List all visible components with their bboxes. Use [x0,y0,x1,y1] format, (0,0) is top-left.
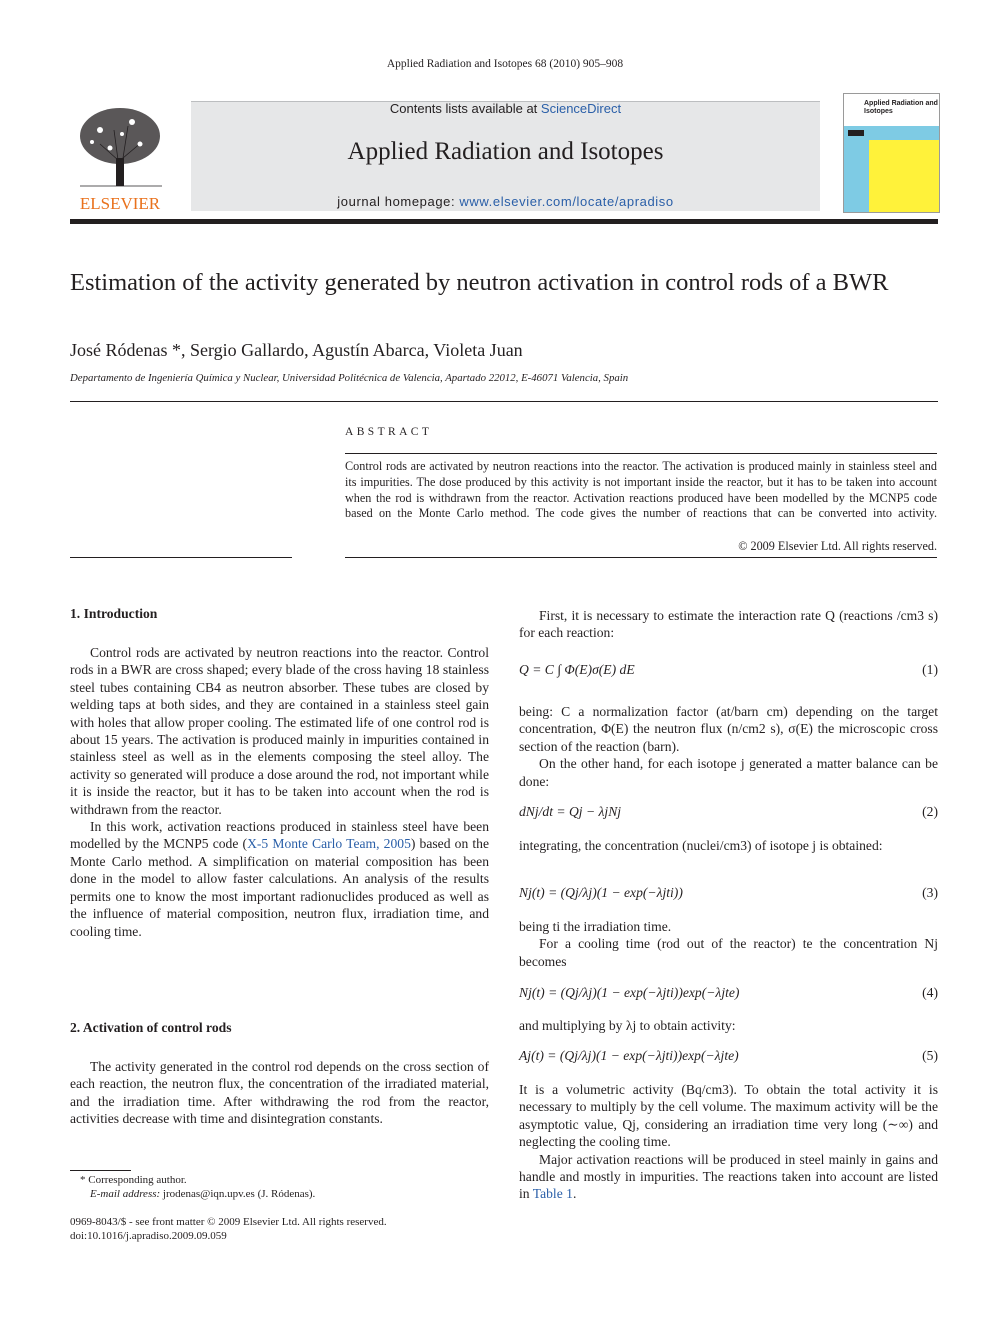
cover-header [844,94,939,126]
activation-p1-text: The activity generated in the control rod depends on the cross section of each reaction, the neutron flux, the concentration of the irradiated material, and the irradiation time. After withdrawing the rod from the reactor, activities decrease with time and disintegration constants. [70,1059,489,1127]
footnote-rule [70,1170,131,1171]
right-paragraph-4 [519,837,938,854]
equation-4 [519,985,938,1001]
journal-title: Applied Radiation and Isotopes [347,138,664,165]
equation-5 [519,1048,938,1064]
right-paragraph-7 [519,1017,938,1034]
publisher-name: ELSEVIER [79,194,161,212]
abstract-top-rule [345,453,937,454]
intro-p2-part-b: ) based on the Monte Carlo method. A simplification on material composition has been done in the model to allow faster calculations. An analysis of the results permits one to know the most important radionuclides produced as well as the influence of material composition, neutron flux, irradiation time, and cooling time. [70,836,490,939]
cover-graphic [848,130,864,136]
homepage-link[interactable]: www.elsevier.com/locate/apradiso [459,194,674,209]
equation-3 [519,885,938,901]
equation-1-number: (1) [922,662,938,677]
right-p9-part-a: Major activation reactions will be produced in steel mainly in gains and handle and mostly in impurities. The reactions taken into account are listed in [519,1151,938,1202]
right-p9-part-b: . [572,1186,577,1202]
abstract-heading: ABSTRACT [345,426,433,438]
reference-link-x5[interactable]: X-5 Monte Carlo Team, 2005 [247,836,411,852]
email-label: E-mail address: [90,1188,163,1200]
footnote-doi: doi:10.1016/j.apradiso.2009.09.059 [70,1230,227,1242]
equation-4-number: (4) [922,985,938,1000]
table-1-link[interactable]: Table 1 [532,1186,573,1202]
equation-2-number: (2) [922,804,938,819]
right-p3-text: On the other hand, for each isotope j generated a matter balance can be done: [519,756,938,789]
email-address[interactable]: jrodenas@iqn.upv.es (J. Ródenas). [162,1188,316,1200]
article-title: Estimation of the activity generated by neutron activation in control rods of a BWR [70,269,889,296]
equation-2 [519,804,938,820]
equation-1 [519,662,938,678]
activation-paragraph [70,1058,489,1128]
header-rule [70,219,938,224]
right-p4-text: integrating, the concentration (nuclei/cm3) of isotope j is obtained: [519,838,883,853]
cover-title-line-1: Applied Radiation and [864,100,938,107]
equation-3-text: Nj(t) = (Qj/λj)(1 − exp(−λjti)) [519,885,683,900]
intro-p1-text: Control rods are activated by neutron reactions into the reactor. Control rods in a BWR are cross shaped; every blade of the cross having 18 stainless steel tubes containing CB4 as neutron absorber. These tubes are closed by welding taps at both sides, and they are contained in a stainless steel gain with holes that allow proper cooling. The estimated life of one control rod is about 15 years. The activation is produced mainly in impurities contained in stainless steel as well as in the elements composing the steel alloy. The activity so generated will produce a dose around the rod, not important while it is inside the reactor, but it has to be taken into account when the rod is withdrawn from the reactor. [70,645,489,817]
right-p2-text: being: C a normalization factor (at/barn cm) depending on the target concentration, Φ(E) the neutron flux (n/cm2 s), σ(E) the microscopic cross section of the reaction (barn). [519,704,938,754]
abstract-copyright: © 2009 Elsevier Ltd. All rights reserved. [738,539,937,553]
author-list: José Ródenas *, Sergio Gallardo, Agustín Abarca, Violeta Juan [70,340,523,360]
sciencedirect-link[interactable]: ScienceDirect [540,101,622,116]
elsevier-tree-icon [70,100,170,212]
right-paragraph-5 [519,918,938,970]
affiliation: Departamento de Ingeniería Química y Nuclear, Universidad Politécnica de Valencia, Apartado 22012, E-46071 Valencia, Spain [70,372,629,384]
contents-line [191,101,820,116]
journal-cover [843,93,940,213]
cover-blue-strip [844,140,869,212]
right-p8-text: It is a volumetric activity (Bq/cm3). To obtain the total activity it is necessary to multiply by the cell volume. The maximum activity will be the asymptotic value, Qj, considering an irradiation time very long (∼∞) and neglecting the cooling time. [519,1082,938,1150]
equation-2-text: dNj/dt = Qj − λjNj [519,804,622,819]
equation-4-text: Nj(t) = (Qj/λj)(1 − exp(−λjti))exp(−λjte) [519,985,740,1000]
cover-yellow-panel [869,140,939,212]
equation-5-number: (5) [922,1048,938,1063]
footnote-email [90,1188,315,1200]
right-paragraph-2 [519,703,938,790]
intro-p2-part-a: In this work, activation reactions produced in stainless steel have been modelled by the MCNP5 code ( [70,819,489,852]
abstract-bottom-rule [345,557,937,558]
cover-title-line-2: Isotopes [864,108,893,115]
left-info-rule [70,557,292,558]
footnote-issn: 0969-8043/$ - see front matter © 2009 Elsevier Ltd. All rights reserved. [70,1216,387,1228]
homepage-prefix: journal homepage: [337,194,460,209]
right-paragraph-1 [519,607,938,642]
right-p5-text: being ti the irradiation time. [519,919,672,934]
journal-homepage [191,194,820,209]
equation-3-number: (3) [922,885,938,900]
elsevier-logo [70,100,170,212]
abstract-text: Control rods are activated by neutron reactions into the reactor. The activation is produced mainly in stainless steel and its impurities. The dose produced by this activity is not important inside the reactor, but it has to be taken into account when the rod is withdrawn from the reactor. Activation reactions produced have been modelled by the MCNP5 code based on the Monte Carlo method. The code gives the number of reactions that can be converted into activity. [345,459,937,521]
section-heading-introduction: 1. Introduction [70,606,158,621]
footnote-corresponding: * Corresponding author. [80,1174,187,1186]
equation-1-text: Q = C ∫ Φ(E)σ(E) dE [519,662,635,677]
right-p9-text [519,1151,938,1203]
intro-p2-text [70,818,489,940]
right-paragraph-8 [519,1081,938,1203]
section-heading-activation: 2. Activation of control rods [70,1020,232,1035]
cover-title [864,100,938,116]
right-p7-text: and multiplying by λj to obtain activity: [519,1018,736,1033]
journal-citation: Applied Radiation and Isotopes 68 (2010) 905–908 [386,58,624,70]
title-rule [70,401,938,402]
right-p1-text: First, it is necessary to estimate the interaction rate Q (reactions /cm3 s) for each reaction: [519,608,938,641]
equation-5-text: Aj(t) = (Qj/λj)(1 − exp(−λjti))exp(−λjte) [519,1048,739,1063]
intro-paragraph-1 [70,644,489,940]
contents-prefix: Contents lists available at [389,101,541,116]
right-p6-text: For a cooling time (rod out of the reactor) te the concentration Nj becomes [519,936,938,969]
